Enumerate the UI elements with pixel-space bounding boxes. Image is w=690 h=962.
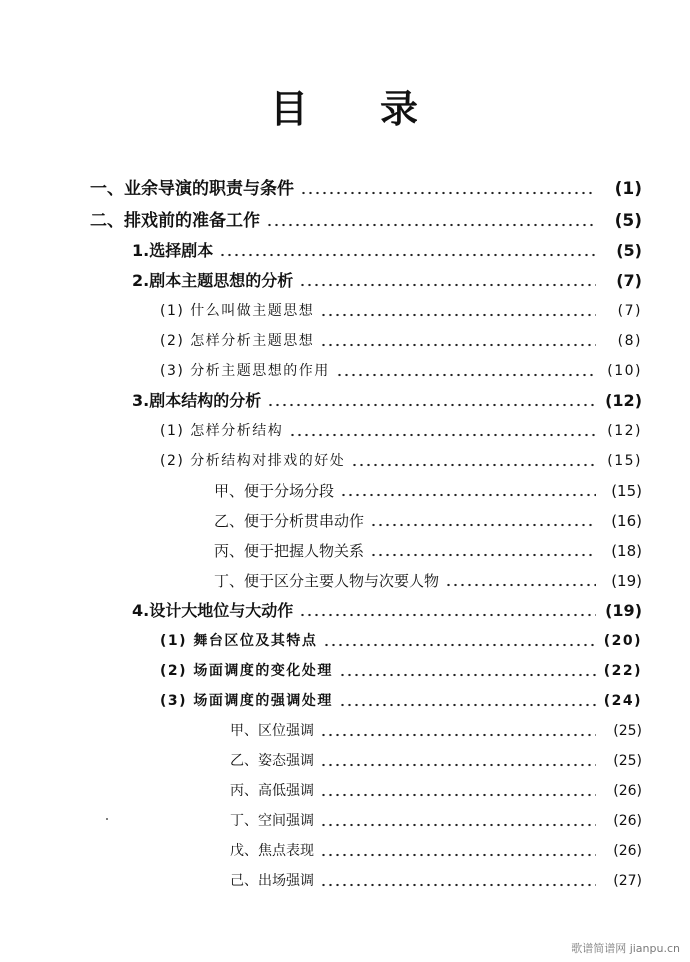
toc-entry-label: (3) 场面调度的强调处理 — [160, 693, 333, 709]
toc-entry-page: (7) — [617, 303, 642, 319]
toc-entry — [160, 326, 642, 356]
dot-leader — [320, 776, 596, 806]
toc-entry — [214, 536, 642, 566]
toc-entry — [230, 836, 642, 866]
toc-entry-label: 丁、空间强调 — [230, 813, 314, 829]
toc-entry-label: (1) 怎样分析结构 — [160, 423, 284, 439]
toc-entry-label: (2) 场面调度的变化处理 — [160, 663, 333, 679]
toc-entry-page: (26) — [613, 813, 642, 829]
toc-entry — [132, 386, 642, 416]
dot-leader — [340, 476, 596, 506]
toc-entry-label: 丙、高低强调 — [230, 783, 314, 799]
toc-entry-page: (5) — [614, 211, 642, 231]
title-char-2: 录 — [380, 87, 421, 131]
dot-leader — [219, 236, 596, 266]
toc-entry-label: 1.选择剧本 — [132, 241, 214, 260]
toc-entry-label: 甲、便于分场分段 — [214, 482, 335, 500]
toc-entry — [132, 236, 642, 266]
toc-entry-page: (10) — [607, 363, 642, 379]
scan-speck — [106, 818, 108, 820]
dot-leader — [266, 206, 596, 236]
dot-leader — [320, 746, 596, 776]
dot-leader — [320, 806, 596, 836]
toc-entry — [160, 296, 642, 326]
toc-entry — [230, 716, 642, 746]
toc-entry-label: 3.剧本结构的分析 — [132, 391, 262, 410]
toc-entry-label: 乙、便于分析贯串动作 — [214, 512, 365, 530]
dot-leader — [351, 446, 596, 476]
toc-entry-label: 一、业余导演的职责与条件 — [90, 179, 294, 199]
toc-entry-label: 丁、便于区分主要人物与次要人物 — [214, 572, 440, 590]
toc-entry-label: 4.设计大地位与大动作 — [132, 601, 294, 620]
dot-leader — [320, 716, 596, 746]
toc-entry-page: (1) — [614, 179, 642, 199]
toc-entry-page: (24) — [603, 693, 642, 709]
toc-entry-label: 二、排戏前的准备工作 — [90, 211, 260, 231]
toc-entry — [160, 656, 642, 686]
dot-leader — [339, 686, 596, 716]
dot-leader — [320, 326, 596, 356]
toc-entry — [132, 596, 642, 626]
toc-entry-label: (1) 什么叫做主题思想 — [160, 303, 315, 319]
toc-entry-page: (20) — [603, 633, 642, 649]
toc-entry-label: 2.剧本主题思想的分析 — [132, 271, 294, 290]
toc-entry — [230, 866, 642, 896]
toc-entry-label: 戊、焦点表现 — [230, 843, 314, 859]
toc-entry-page: (27) — [613, 873, 642, 889]
toc-entry — [160, 416, 642, 446]
toc-entry — [214, 506, 642, 536]
toc-entry — [230, 806, 642, 836]
title-char-1: 目 — [269, 87, 310, 131]
toc-entry — [230, 776, 642, 806]
dot-leader — [336, 356, 596, 386]
toc-entry-page: (25) — [613, 753, 642, 769]
dot-leader — [339, 656, 596, 686]
toc-entry-page: (16) — [611, 512, 642, 530]
dot-leader — [370, 536, 596, 566]
toc-entry — [160, 626, 642, 656]
toc-entry — [214, 566, 642, 596]
toc-entry-label: 乙、姿态强调 — [230, 753, 314, 769]
toc-entry-page: (26) — [613, 843, 642, 859]
toc-entry — [230, 746, 642, 776]
toc-entry — [160, 686, 642, 716]
dot-leader — [323, 626, 596, 656]
dot-leader — [267, 386, 596, 416]
toc-entry — [160, 356, 642, 386]
toc-entry-page: (15) — [611, 482, 642, 500]
dot-leader — [299, 596, 596, 626]
dot-leader — [300, 174, 596, 204]
toc-entry-page: (5) — [616, 241, 642, 260]
toc-entry-page: (26) — [613, 783, 642, 799]
toc-entry-page: (7) — [616, 271, 642, 290]
dot-leader — [320, 836, 596, 866]
toc-entry-page: (22) — [603, 663, 642, 679]
dot-leader — [320, 866, 596, 896]
toc-entry-page: (12) — [607, 423, 642, 439]
toc-entry-page: (18) — [611, 542, 642, 560]
dot-leader — [445, 566, 596, 596]
toc-entry-label: (3) 分析主题思想的作用 — [160, 363, 330, 379]
toc-entry-page: (19) — [605, 601, 642, 620]
toc-entry — [160, 446, 642, 476]
toc-entry — [214, 476, 642, 506]
toc-entry-label: 己、出场强调 — [230, 873, 314, 889]
dot-leader — [370, 506, 596, 536]
site-watermark: 歌谱简谱网 jianpu.cn — [571, 942, 680, 955]
toc-entry-label: (2) 分析结构对排戏的好处 — [160, 453, 346, 469]
toc-entry — [90, 174, 642, 204]
toc-entry-page: (15) — [607, 453, 642, 469]
page-title — [0, 78, 690, 133]
dot-leader — [299, 266, 596, 296]
toc-entry-label: (2) 怎样分析主题思想 — [160, 333, 315, 349]
toc-entry-label: 甲、区位强调 — [230, 723, 314, 739]
dot-leader — [320, 296, 596, 326]
toc-entry-page: (25) — [613, 723, 642, 739]
toc-entry-label: 丙、便于把握人物关系 — [214, 542, 365, 560]
toc-entry-page: (8) — [617, 333, 642, 349]
toc-entry — [90, 206, 642, 236]
toc-entry-label: (1) 舞台区位及其特点 — [160, 633, 318, 649]
toc-entry-page: (12) — [605, 391, 642, 410]
toc-entry-page: (19) — [611, 572, 642, 590]
dot-leader — [289, 416, 596, 446]
toc-entry — [132, 266, 642, 296]
